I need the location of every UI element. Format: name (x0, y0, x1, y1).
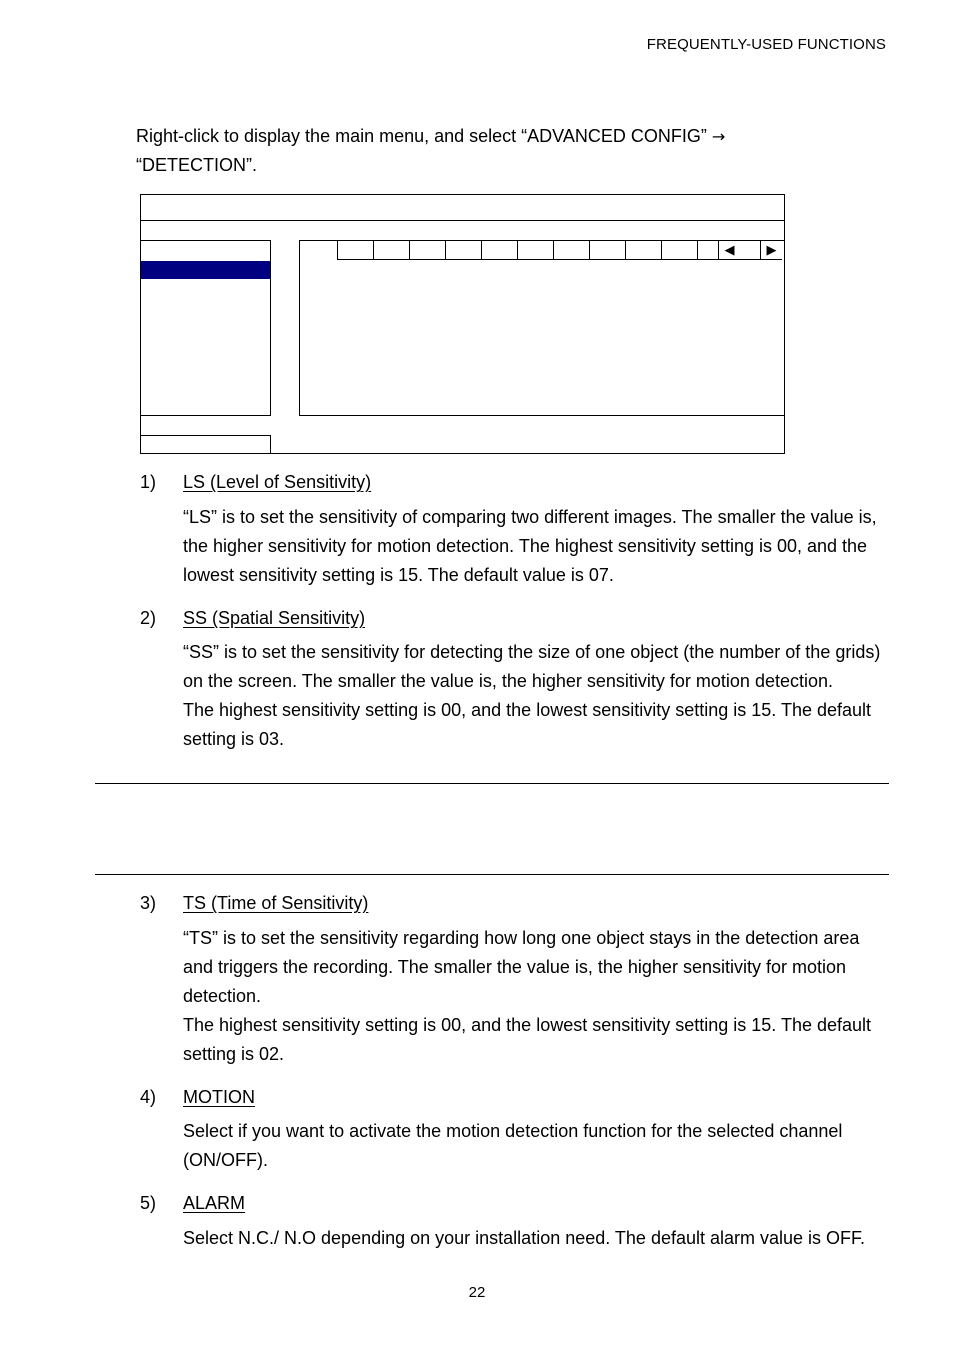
item-title: SS (Spatial Sensitivity) (183, 608, 366, 628)
header-cell (625, 241, 661, 260)
running-header: FREQUENTLY-USED FUNCTIONS (646, 36, 886, 53)
header-cell (517, 241, 553, 260)
header-cell (589, 241, 625, 260)
nav-gap (740, 241, 760, 260)
scroll-right-icon: ▶ (760, 241, 782, 260)
item-description (183, 1117, 893, 1175)
detection-menu-screenshot (140, 194, 785, 454)
item-paragraph: “TS” is to set the sensitivity regarding how long one object stays in the detection area and triggers the recording. The smaller the value is, the higher sensitivity for motion detection. (183, 928, 860, 1006)
header-cell (481, 241, 517, 260)
item-title: MOTION (183, 1087, 255, 1107)
settings-panel (299, 240, 784, 416)
page-number: 22 (468, 1284, 486, 1301)
item-number: 3) (140, 893, 157, 913)
arrow-right-icon: → (711, 127, 726, 146)
item-title: TS (Time of Sensitivity) (183, 893, 369, 913)
channel-list-button (141, 435, 271, 454)
item-description (183, 503, 893, 590)
item-paragraph: Select if you want to activate the motion detection function for the selected channel (ON/OFF). (183, 1121, 843, 1170)
item-paragraph: Select N.C./ N.O depending on your installation need. The default alarm value is OFF. (183, 1228, 866, 1248)
channel-list-selected-row (141, 261, 270, 279)
intro-paragraph (136, 122, 836, 180)
item-description (183, 924, 893, 1069)
header-cell (337, 241, 373, 260)
header-cell (373, 241, 409, 260)
scroll-left-icon: ◀ (718, 241, 740, 260)
item-paragraph: The highest sensitivity setting is 00, and the lowest sensitivity setting is 15. The default setting is 03. (183, 700, 872, 749)
header-cell (553, 241, 589, 260)
item-title: LS (Level of Sensitivity) (183, 472, 372, 492)
divider-line (95, 783, 889, 784)
item-paragraph: The highest sensitivity setting is 00, and the lowest sensitivity setting is 15. The default setting is 02. (183, 1015, 872, 1064)
item-number: 5) (140, 1193, 157, 1213)
intro-text: Right-click to display the main menu, and select “ADVANCED CONFIG” (136, 126, 707, 146)
header-cell (661, 241, 697, 260)
item-paragraph: “LS” is to set the sensitivity of comparing two different images. The smaller the value is, the higher sensitivity for motion detection. The highest sensitivity setting is 00, and the lowest sensitivity setting is 15. The default value is 07. (183, 507, 877, 585)
column-header-cells (337, 241, 741, 260)
header-cell (445, 241, 481, 260)
channel-list (141, 240, 271, 416)
item-number: 2) (140, 608, 157, 628)
item-number: 1) (140, 472, 157, 492)
header-cell (409, 241, 445, 260)
item-description (183, 1224, 893, 1253)
item-title: ALARM (183, 1193, 246, 1213)
item-description (183, 638, 893, 754)
divider-line (95, 874, 889, 875)
item-paragraph: “SS” is to set the sensitivity for detecting the size of one object (the number of the grids) on the screen. The smaller the value is, the higher sensitivity for motion detection. (183, 642, 881, 691)
item-number: 4) (140, 1087, 157, 1107)
intro-text-detection: “DETECTION”. (136, 155, 257, 175)
menu-title-bar (141, 195, 784, 221)
